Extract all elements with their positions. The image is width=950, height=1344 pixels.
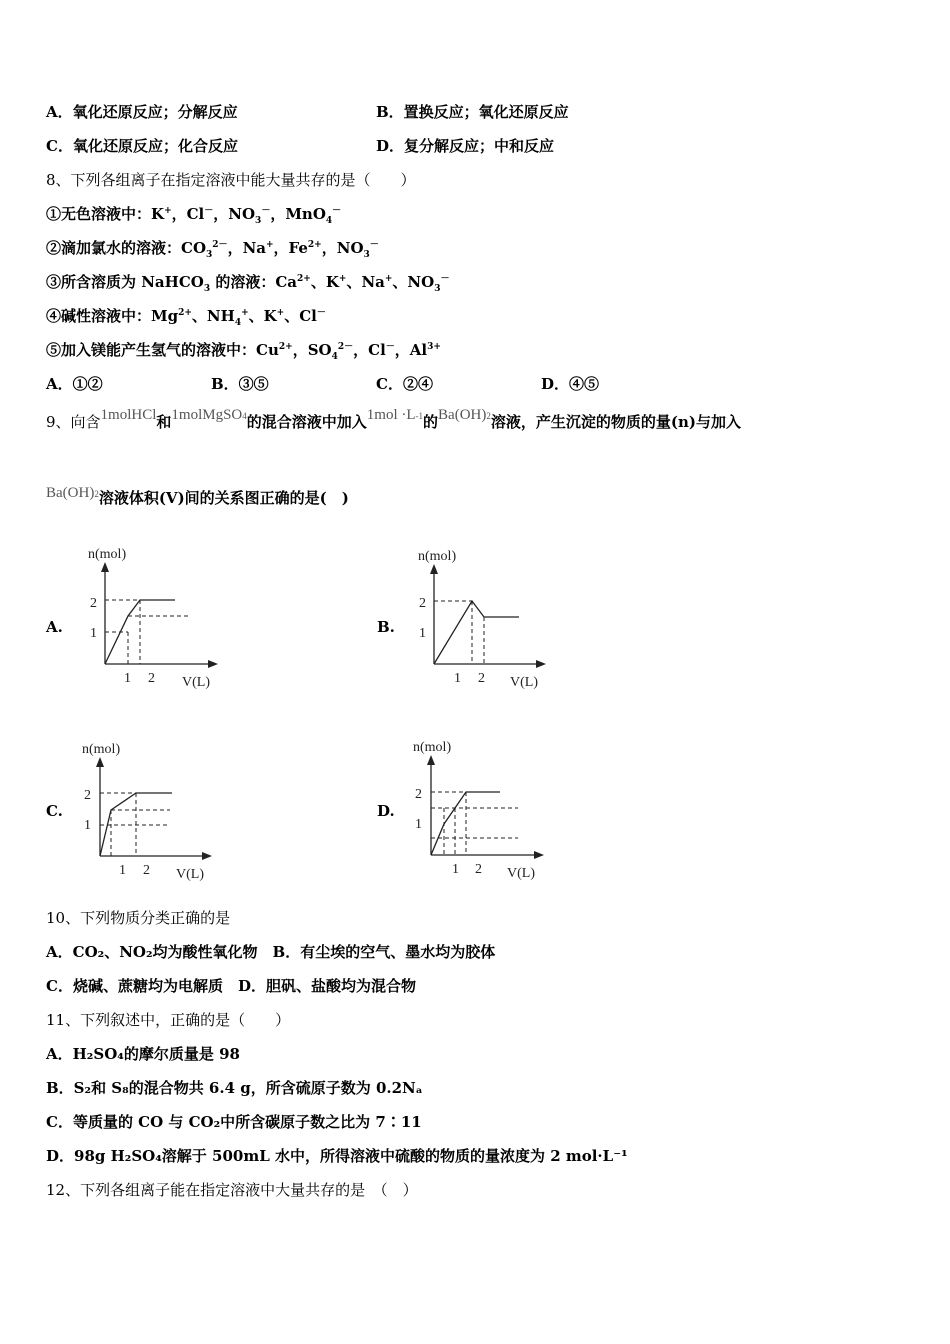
q8-option-d: D．④⑤ [541, 375, 600, 393]
svg-text:1: 1 [119, 863, 126, 878]
svg-text:2: 2 [475, 862, 482, 877]
q7-option-a: A．氧化还原反应；分解反应 [46, 103, 238, 121]
q7-option-c: C．氧化还原反应；化合反应 [46, 137, 238, 155]
svg-text:2: 2 [84, 788, 91, 803]
svg-text:V(L): V(L) [510, 675, 538, 690]
q9-stem-line2: Ba(OH)2溶液体积(V)间的关系图正确的是( ) [46, 485, 349, 507]
q9-graph-d [408, 735, 558, 885]
svg-text:1: 1 [90, 626, 97, 641]
q8-item-3: ③所含溶质为 NaHCO$_3$ 的溶液：$Ca^{2+}$、K+、Na+、$NO_3^-$ [46, 273, 450, 294]
q8-item-1: ①无色溶液中：K+，Cl－，$NO_3^-$，MnO$_4$－ [46, 205, 342, 226]
q9-option-d-label: D. [377, 802, 395, 820]
q9-graph-b [410, 540, 560, 695]
q8-item-4: ④碱性溶液中：$Mg^{2+}$、$NH_4^+$、K+、Cl－ [46, 307, 326, 328]
q12-stem: 12、下列各组离子能在指定溶液中大量共存的是 （ ） [46, 1181, 418, 1199]
graph-a-ylabel: n(mol) [88, 547, 127, 562]
svg-text:1: 1 [84, 818, 91, 833]
svg-text:1: 1 [454, 671, 461, 686]
q11-stem: 11、下列叙述中，正确的是（ ） [46, 1011, 291, 1029]
svg-text:V(L): V(L) [176, 867, 204, 882]
q9-option-c-label: C. [46, 802, 63, 820]
q9-stem-line1: 9、向含1molHCl和1molMgSO4的混合溶液中加入1mol ·L-1的Ba(OH)2溶液，产生沉淀的物质的量(n)与加入 [46, 407, 741, 431]
q7-option-b: B．置换反应；氧化还原反应 [376, 103, 569, 121]
q8-stem: 8、下列各组离子在指定溶液中能大量共存的是（ ） [46, 171, 416, 189]
q10-options-ab: A．CO₂、NO₂均为酸性氧化物 B．有尘埃的空气、墨水均为胶体 [46, 943, 496, 961]
q8-item-5: ⑤加入镁能产生氢气的溶液中：$Cu^{2+}$，$SO_4^{2-}$，Cl－，$Al^{3+}$ [46, 341, 441, 362]
svg-text:V(L): V(L) [182, 675, 210, 690]
svg-text:2: 2 [148, 671, 155, 686]
svg-text:1: 1 [419, 626, 426, 641]
q10-options-cd: C．烧碱、蔗糖均为电解质 D．胆矾、盐酸均为混合物 [46, 977, 416, 995]
svg-text:1: 1 [124, 671, 131, 686]
graph-b-ylabel: n(mol) [418, 549, 457, 564]
q11-option-b: B．S₂和 S₈的混合物共 6.4 g，所含硫原子数为 0.2Nₐ [46, 1079, 423, 1097]
q9-graph-a [80, 540, 230, 695]
q10-stem: 10、下列物质分类正确的是 [46, 909, 231, 927]
q8-option-a: A．①② [46, 375, 103, 393]
svg-text:2: 2 [90, 596, 97, 611]
q9-option-b-label: B. [377, 618, 395, 636]
q11-option-a: A．H₂SO₄的摩尔质量是 98 [46, 1045, 240, 1063]
q11-option-d: D．98g H₂SO₄溶解于 500mL 水中，所得溶液中硫酸的物质的量浓度为 2 mol·L⁻¹ [46, 1147, 628, 1165]
svg-text:2: 2 [415, 787, 422, 802]
q8-item-2: ②滴加氯水的溶液：$CO_3^{2-}$，Na+，$Fe^{2+}$，$NO_3^-$ [46, 239, 379, 260]
svg-text:2: 2 [143, 863, 150, 878]
q9-option-a-label: A. [46, 618, 63, 636]
q9-graph-c [78, 735, 228, 885]
svg-text:2: 2 [478, 671, 485, 686]
q8-option-c: C．②④ [376, 375, 433, 393]
q8-option-b: B．③⑤ [211, 375, 269, 393]
q11-option-c: C．等质量的 CO 与 CO₂中所含碳原子数之比为 7∶11 [46, 1113, 422, 1131]
graph-d-ylabel: n(mol) [413, 740, 452, 755]
graph-c-ylabel: n(mol) [82, 742, 121, 757]
svg-text:2: 2 [419, 596, 426, 611]
svg-text:V(L): V(L) [507, 866, 535, 881]
svg-text:1: 1 [415, 817, 422, 832]
svg-text:1: 1 [452, 862, 459, 877]
q7-option-d: D．复分解反应；中和反应 [376, 137, 555, 155]
